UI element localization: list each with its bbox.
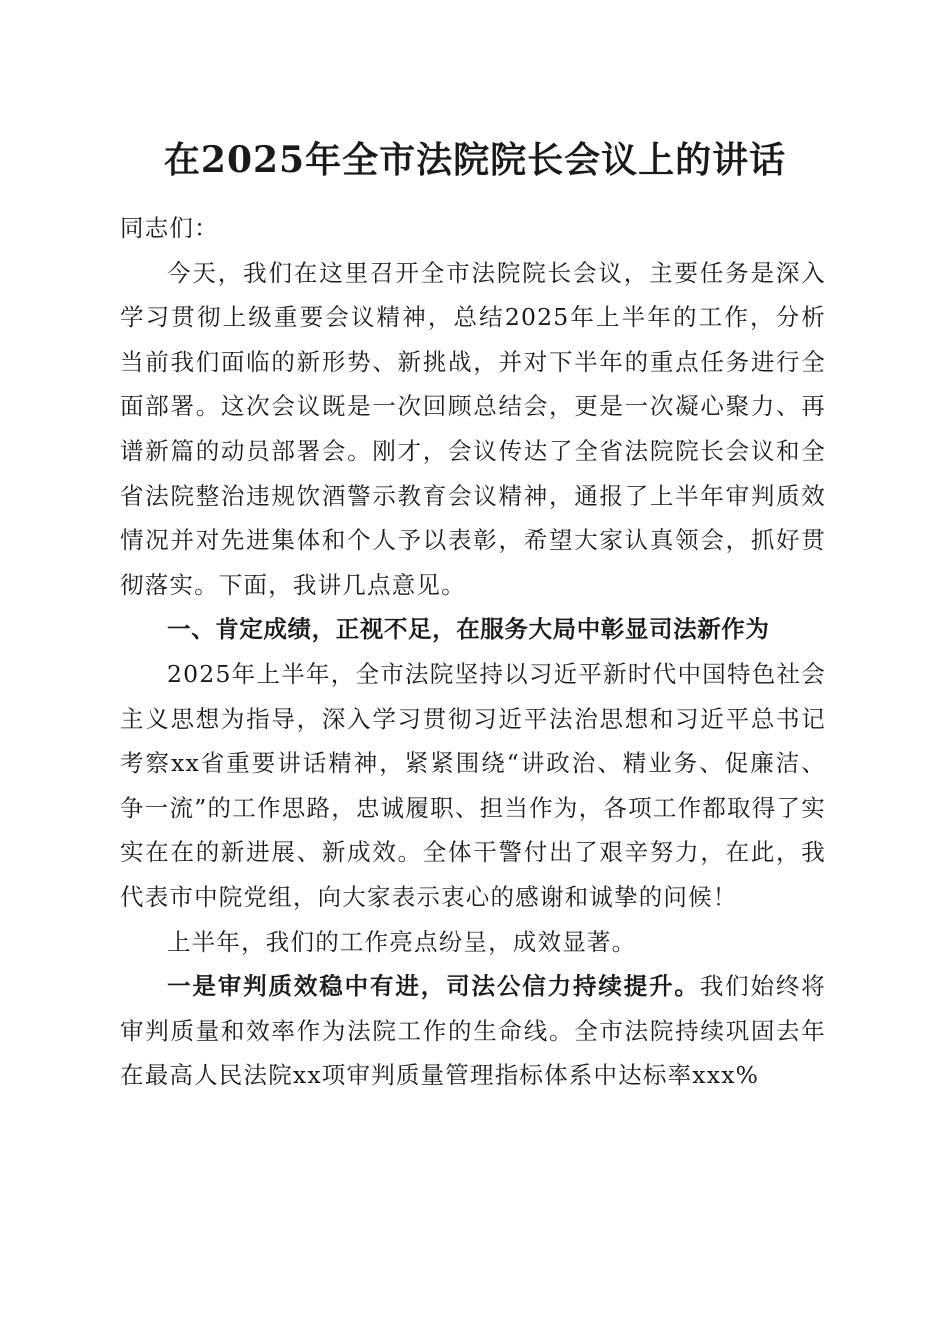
salutation: 同志们：	[120, 214, 219, 242]
document-title: 在2025年全市法院院长会议上的讲话	[163, 139, 787, 181]
intro-paragraph: 今天，我们在这里召开全市法院院长会议，主要任务是深入学习贯彻上级重要会议精神，总结2025年上半年的工作，分析当前我们面临的新形势、新挑战，并对下半年的重点任务进行全面部署。这次会议既是一次回顾总结会，更是一次凝心聚力、再谱新篇的动员部署会。刚才，会议传达了全省法院院长会议和全省法院整治违规饮酒警示教育会议精神，通报了上半年审判质效情况并对先进集体和个人予以表彰，希望大家认真领会，抓好贯彻落实。下面，我讲几点意见。	[120, 258, 826, 599]
document-body	[120, 206, 826, 1098]
section-1-heading: 一、肯定成绩，正视不足，在服务大局中彰显司法新作为	[167, 615, 770, 644]
point-1-lead: 一是审判质效稳中有进，司法公信力持续提升。	[167, 972, 700, 1001]
point-1-paragraph	[120, 964, 826, 1098]
point-1-text: 我们始终将审判质量和效率作为法院工作的生命线。全市法院持续巩固去年在最高人民法院xx项审判质量管理指标体系中达标率xxx%	[120, 972, 826, 1090]
section-1-paragraph-1: 2025年上半年，全市法院坚持以习近平新时代中国特色社会主义思想为指导，深入学习贯彻习近平法治思想和习近平总书记考察xx省重要讲话精神，紧紧围绕“讲政治、精业务、促廉洁、争一流”的工作思路，忠诚履职、担当作为，各项工作都取得了实实在在的新进展、新成效。全体干警付出了艰辛努力，在此，我代表市中院党组，向大家表示衷心的感谢和诚挚的问候！	[120, 659, 826, 911]
section-1-paragraph-2: 上半年，我们的工作亮点纷呈，成效显著。	[167, 927, 637, 956]
